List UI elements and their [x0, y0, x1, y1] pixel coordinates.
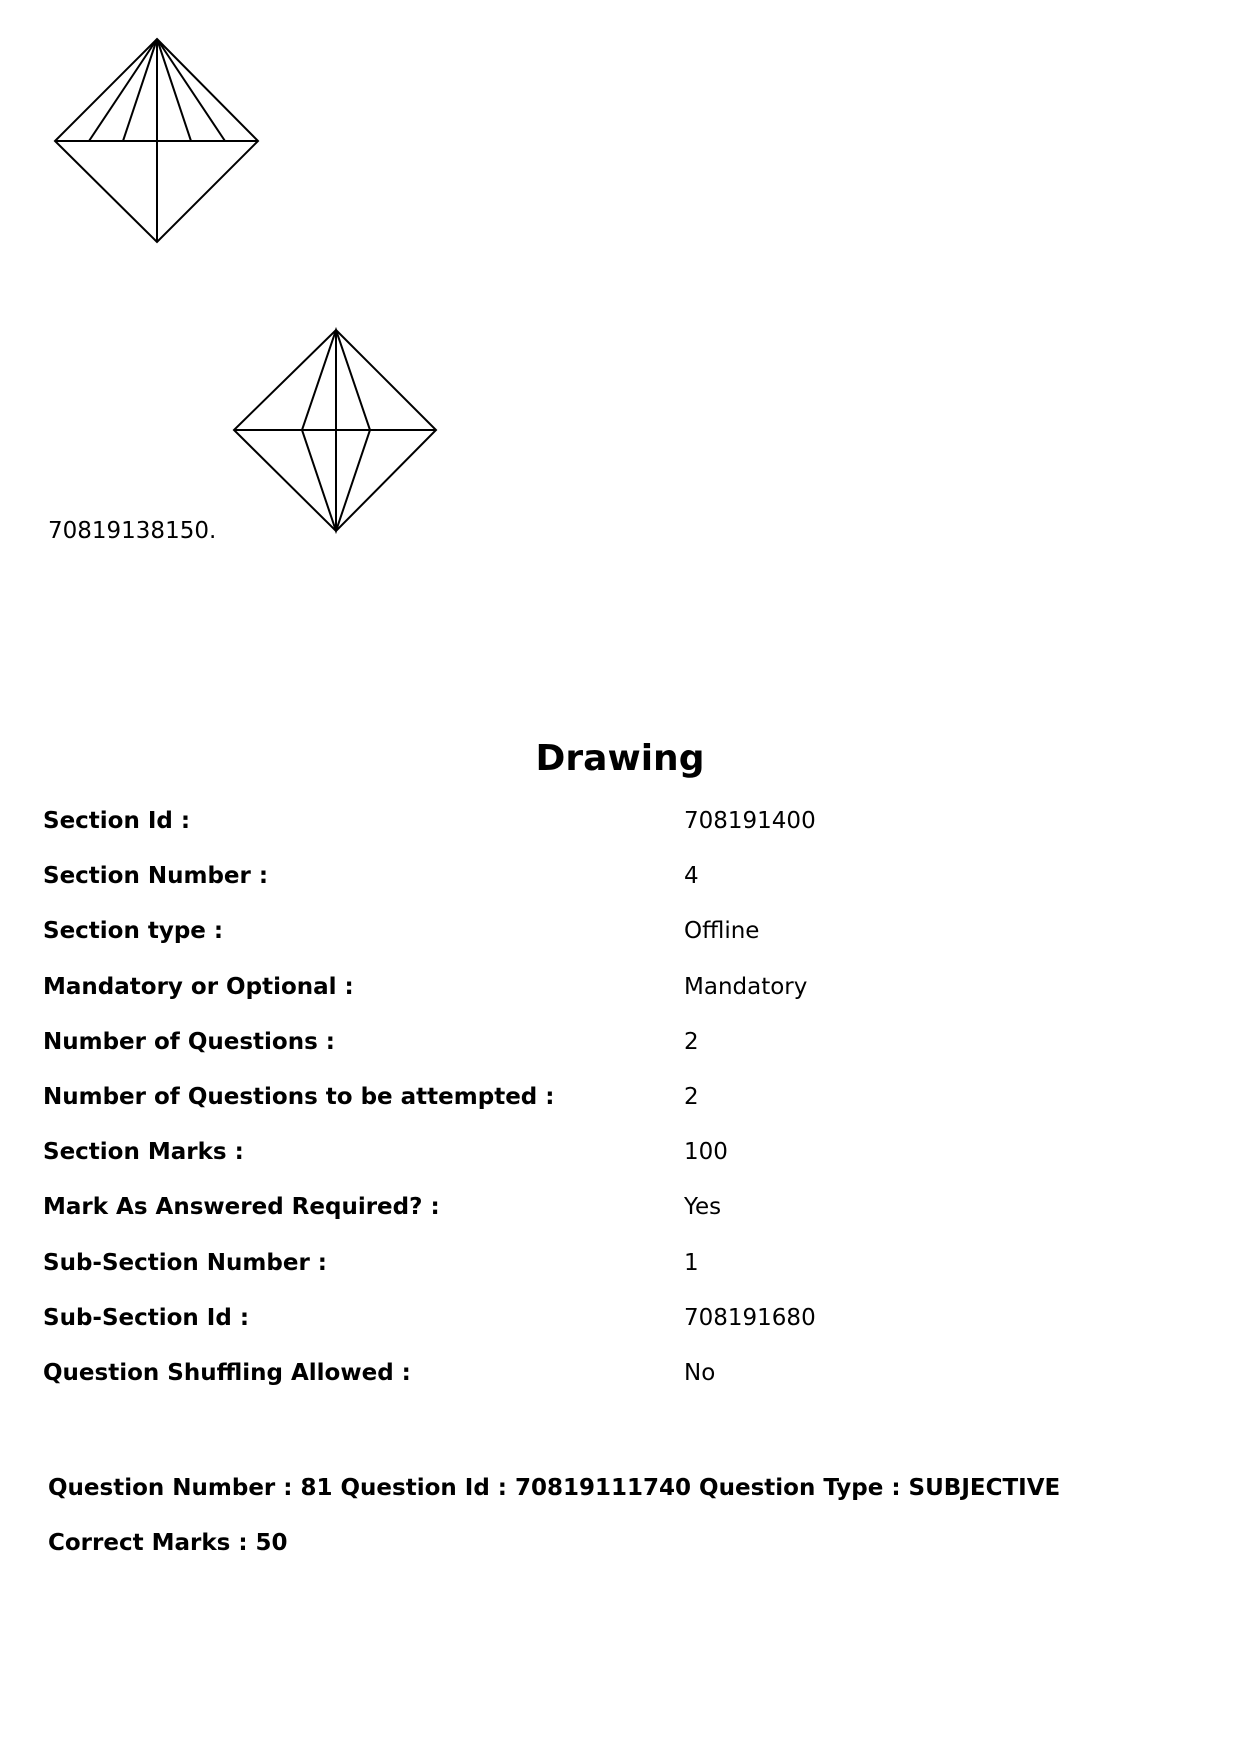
meta-row-questions-to-attempt	[43, 1084, 1193, 1139]
meta-label: Number of Questions to be attempted :	[43, 1083, 555, 1110]
meta-row-section-number	[43, 863, 1193, 918]
meta-row-section-id	[43, 808, 1193, 863]
option-id: 70819138150.	[48, 518, 217, 544]
meta-label: Section Id :	[43, 808, 191, 834]
meta-row-section-type	[43, 918, 1193, 973]
meta-label: Mark As Answered Required? :	[43, 1194, 440, 1221]
meta-label: Section Marks :	[43, 1139, 244, 1166]
section-title: Drawing	[535, 738, 705, 779]
meta-value: Mandatory	[684, 973, 808, 1000]
meta-label: Sub-Section Id :	[43, 1304, 250, 1331]
meta-value: Yes	[684, 1194, 722, 1221]
meta-label: Mandatory or Optional :	[43, 973, 354, 1000]
meta-label: Section type :	[43, 918, 224, 945]
meta-value: 708191680	[684, 1304, 816, 1331]
meta-value: 100	[684, 1139, 728, 1166]
meta-row-question-shuffling	[43, 1360, 1193, 1415]
meta-row-mark-as-answered	[43, 1194, 1193, 1249]
question-marks: Correct Marks : 50	[48, 1530, 288, 1556]
meta-row-mandatory	[43, 974, 1193, 1029]
meta-label: Number of Questions :	[43, 1028, 335, 1055]
meta-row-sub-section-id	[43, 1305, 1193, 1360]
section-meta-table	[43, 808, 1193, 1415]
meta-value: 708191400	[684, 808, 816, 834]
meta-label: Sub-Section Number :	[43, 1249, 328, 1276]
meta-value: Offline	[684, 918, 760, 945]
diamond-fan-figure	[52, 36, 262, 248]
meta-value: No	[684, 1359, 716, 1386]
meta-row-sub-section-number	[43, 1250, 1193, 1305]
meta-row-section-marks	[43, 1139, 1193, 1194]
meta-label: Section Number :	[43, 863, 269, 890]
meta-value: 1	[684, 1249, 699, 1276]
diamond-rhombus-figure	[231, 327, 441, 537]
meta-label: Question Shuffling Allowed :	[43, 1359, 411, 1386]
meta-value: 4	[684, 863, 699, 890]
meta-row-number-of-questions	[43, 1029, 1193, 1084]
meta-value: 2	[684, 1083, 699, 1110]
question-header: Question Number : 81 Question Id : 70819111740 Question Type : SUBJECTIVE	[48, 1475, 1061, 1501]
meta-value: 2	[684, 1028, 699, 1055]
